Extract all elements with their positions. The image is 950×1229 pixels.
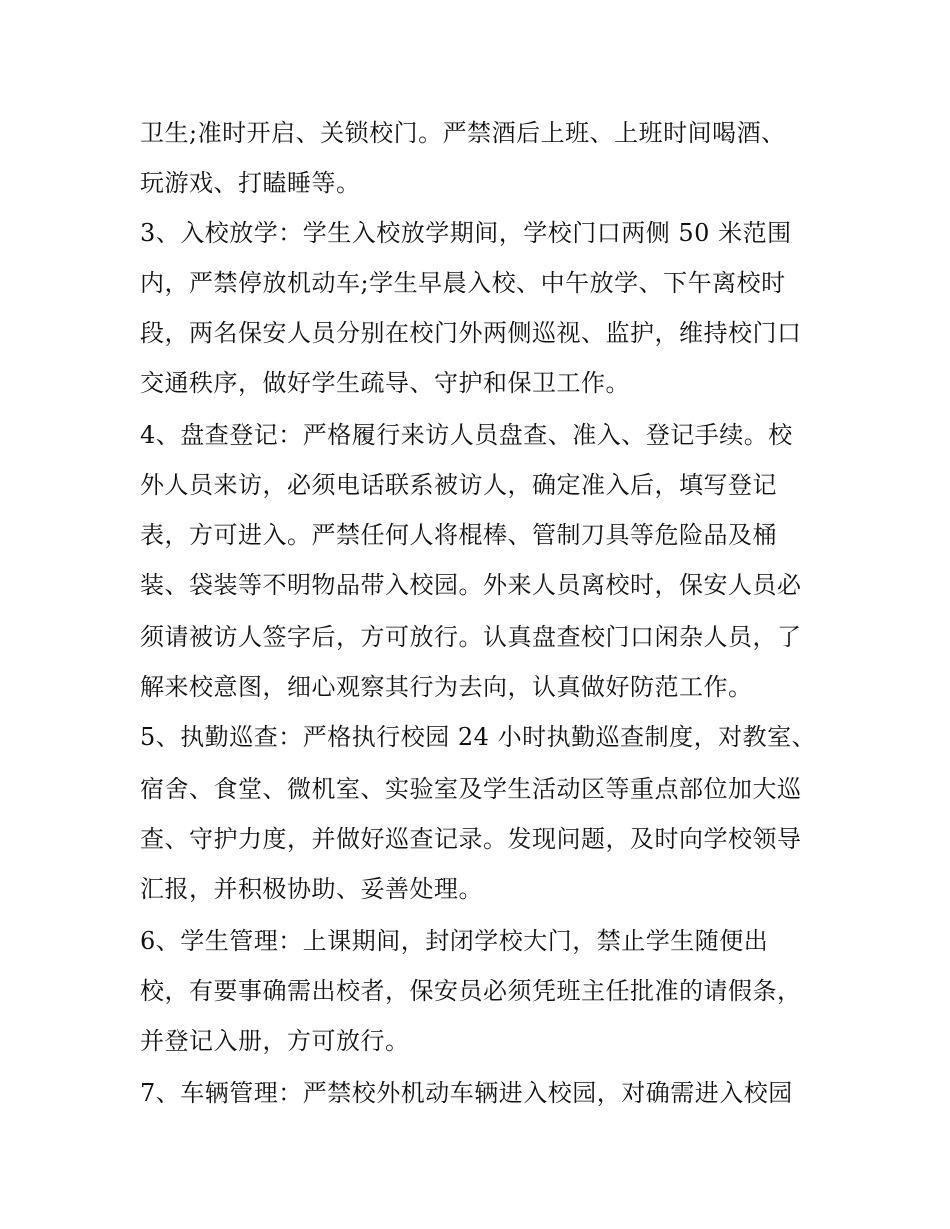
text-line: 玩游戏、打瞌睡等。: [140, 169, 361, 197]
text-line: 交通秩序，做好学生疏导、守护和保卫工作。: [140, 369, 630, 397]
text-line: 7、车辆管理：严禁校外机动车辆进入校园，对确需进入校园: [140, 1079, 793, 1107]
text-line: 并登记入册，方可放行。: [140, 1027, 410, 1055]
text-line: 装、袋装等不明物品带入校园。外来人员离校时，保安人员必: [140, 571, 802, 599]
text-line: 外人员来访，必须电话联系被访人，确定准入后，填写登记: [140, 471, 777, 499]
text-line: 解来校意图，细心观察其行为去向，认真做好防范工作。: [140, 673, 753, 701]
text-line: 须请被访人签字后，方可放行。认真盘查校门口闲杂人员，了: [140, 623, 802, 651]
text-line: 卫生;准时开启、关锁校门。严禁酒后上班、上班时间喝酒、: [140, 119, 786, 147]
text-line: 校，有要事确需出校者，保安员必须凭班主任批准的请假条，: [140, 977, 802, 1005]
text-line: 4、盘查登记：严格履行来访人员盘查、准入、登记手续。校: [140, 421, 793, 449]
text-line: 宿舍、食堂、微机室、实验室及学生活动区等重点部位加大巡: [140, 775, 802, 803]
text-line: 5、执勤巡查：严格执行校园 24 小时执勤巡查制度，对教室、: [140, 723, 817, 751]
text-line: 3、入校放学：学生入校放学期间，学校门口两侧 50 米范围: [140, 219, 792, 247]
text-line: 汇报，并积极协助、妥善处理。: [140, 875, 483, 903]
text-line: 6、学生管理：上课期间，封闭学校大门，禁止学生随便出: [140, 927, 769, 955]
text-line: 内，严禁停放机动车;学生早晨入校、中午放学、下午离校时: [140, 269, 786, 297]
text-line: 段，两名保安人员分别在校门外两侧巡视、监护，维持校门口: [140, 319, 802, 347]
text-line: 表，方可进入。严禁任何人将棍棒、管制刀具等危险品及桶: [140, 521, 777, 549]
text-line: 查、守护力度，并做好巡查记录。发现问题，及时向学校领导: [140, 825, 802, 853]
